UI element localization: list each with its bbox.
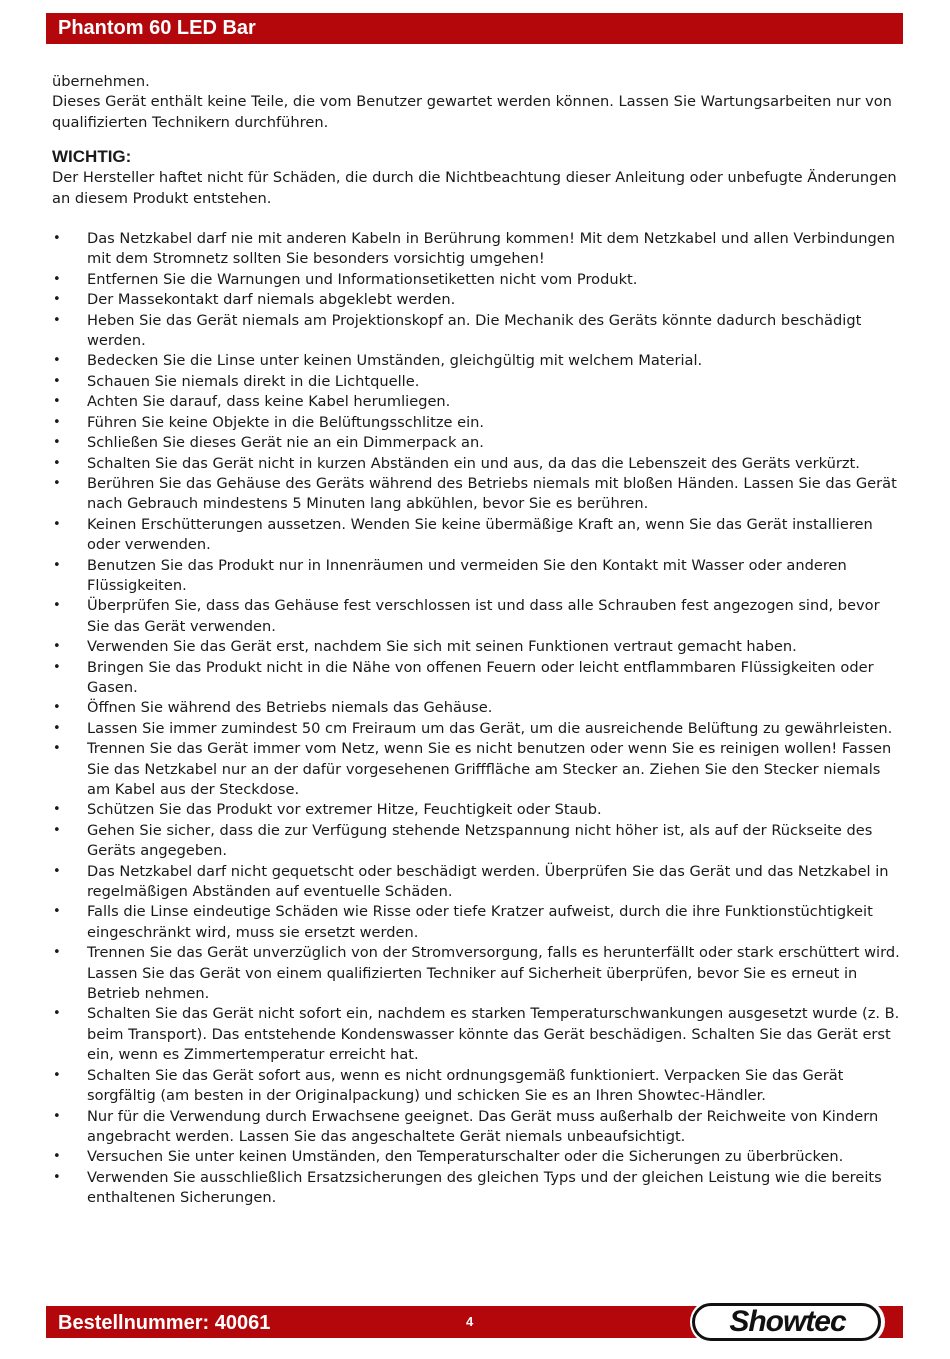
list-item bbox=[52, 658, 902, 699]
list-item bbox=[52, 1004, 902, 1065]
list-item bbox=[52, 800, 902, 820]
bullet-icon: • bbox=[53, 904, 61, 920]
bullet-icon: • bbox=[53, 659, 61, 675]
safety-list bbox=[52, 229, 902, 1209]
bullet-icon: • bbox=[53, 271, 61, 287]
list-item bbox=[52, 372, 902, 392]
list-item-text: Verwenden Sie das Gerät erst, nachdem Sie sich mit seinen Funktionen vertraut gemacht haben. bbox=[87, 638, 797, 656]
list-item bbox=[52, 1147, 902, 1167]
bullet-icon: • bbox=[53, 353, 61, 369]
list-item bbox=[52, 719, 902, 739]
bullet-icon: • bbox=[53, 373, 61, 389]
list-item-text: Überprüfen Sie, dass das Gehäuse fest verschlossen ist und dass alle Schrauben fest angezogen sind, bevor Sie das Gerät verwenden. bbox=[87, 597, 880, 635]
bullet-icon: • bbox=[53, 557, 61, 573]
bullet-icon: • bbox=[53, 516, 61, 532]
bullet-icon: • bbox=[53, 945, 61, 961]
list-item-text: Entfernen Sie die Warnungen und Informationsetiketten nicht vom Produkt. bbox=[87, 270, 638, 288]
list-item-text: Nur für die Verwendung durch Erwachsene geeignet. Das Gerät muss außerhalb der Reichweite von Kindern angebracht werden. Lassen Sie das angeschaltete Gerät niemals unbeaufsichtigt. bbox=[87, 1107, 879, 1145]
list-item-text: Keinen Erschütterungen aussetzen. Wenden Sie keine übermäßige Kraft an, wenn Sie das Gerät installieren oder verwenden. bbox=[87, 515, 873, 554]
list-item bbox=[52, 392, 902, 412]
list-item-text: Das Netzkabel darf nie mit anderen Kabeln in Berührung kommen! Mit dem Netzkabel und allen Verbindungen mit dem Stromnetz sollten Sie besonders vorsichtig umgehen! bbox=[87, 230, 895, 268]
order-number: Bestellnummer: 40061 bbox=[58, 1312, 271, 1334]
list-item-text: Schalten Sie das Gerät nicht in kurzen Abständen ein und aus, da das die Lebenszeit des Geräts verkürzt. bbox=[87, 454, 860, 472]
list-item-text: Lassen Sie immer zumindest 50 cm Freiraum um das Gerät, um die ausreichende Belüftung zu gewährleisten. bbox=[87, 719, 893, 737]
bullet-icon: • bbox=[53, 863, 61, 879]
list-item bbox=[52, 739, 902, 800]
bullet-icon: • bbox=[53, 1149, 61, 1165]
list-item bbox=[52, 1107, 902, 1148]
document-body bbox=[52, 72, 902, 1209]
list-item bbox=[52, 821, 902, 862]
bullet-icon: • bbox=[53, 720, 61, 736]
bullet-icon: • bbox=[53, 475, 61, 491]
bullet-icon: • bbox=[53, 231, 61, 247]
list-item bbox=[52, 270, 902, 290]
bullet-icon: • bbox=[53, 435, 61, 451]
list-item-text: Schützen Sie das Produkt vor extremer Hitze, Feuchtigkeit oder Staub. bbox=[87, 801, 602, 819]
list-item-text: Trennen Sie das Gerät unverzüglich von der Stromversorgung, falls es herunterfällt oder stark erschüttert wird. Lassen Sie das Gerät von einem qualifizierten Techniker auf Sicherheit überprüfen, bevor Sie es erneut in Betrieb nehmen. bbox=[87, 944, 900, 1003]
bullet-icon: • bbox=[53, 394, 61, 410]
list-item-text: Bedecken Sie die Linse unter keinen Umständen, gleichgültig mit welchem Material. bbox=[87, 352, 703, 370]
logo-text: Showtec bbox=[729, 1305, 846, 1338]
bullet-icon: • bbox=[53, 1108, 61, 1124]
intro-line: übernehmen. bbox=[52, 73, 150, 90]
list-item bbox=[52, 1066, 902, 1107]
bullet-icon: • bbox=[53, 639, 61, 655]
bullet-icon: • bbox=[53, 822, 61, 838]
bullet-icon: • bbox=[53, 1169, 61, 1185]
list-item-text: Verwenden Sie ausschließlich Ersatzsicherungen des gleichen Typs und der gleichen Leistung wie die bereits enthaltenen Sicherungen. bbox=[87, 1168, 882, 1207]
list-item bbox=[52, 596, 902, 637]
bullet-icon: • bbox=[53, 1006, 61, 1022]
list-item-text: Schließen Sie dieses Gerät nie an ein Dimmerpack an. bbox=[87, 434, 484, 452]
list-item-text: Falls die Linse eindeutige Schäden wie Risse oder tiefe Kratzer aufweist, durch die ihre Funktionstüchtigkeit eingeschränkt wird, muss sie ersetzt werden. bbox=[87, 903, 873, 941]
list-item bbox=[52, 311, 902, 352]
bullet-icon: • bbox=[53, 598, 61, 614]
header-bar bbox=[46, 13, 903, 44]
list-item-text: Achten Sie darauf, dass keine Kabel herumliegen. bbox=[87, 393, 451, 411]
list-item-text: Schauen Sie niemals direkt in die Lichtquelle. bbox=[87, 372, 420, 390]
list-item-text: Öffnen Sie während des Betriebs niemals das Gehäuse. bbox=[87, 699, 493, 717]
document-title: Phantom 60 LED Bar bbox=[58, 17, 256, 39]
list-item-text: Heben Sie das Gerät niemals am Projektionskopf an. Die Mechanik des Geräts könnte dadurch beschädigt werden. bbox=[87, 311, 862, 350]
list-item bbox=[52, 943, 902, 1004]
list-item bbox=[52, 637, 902, 657]
bullet-icon: • bbox=[53, 741, 61, 757]
list-item bbox=[52, 454, 902, 474]
warning-heading: WICHTIG: bbox=[52, 147, 132, 167]
bullet-icon: • bbox=[53, 414, 61, 430]
bullet-icon: • bbox=[53, 1067, 61, 1083]
list-item bbox=[52, 556, 902, 597]
list-item-text: Versuchen Sie unter keinen Umständen, den Temperaturschalter oder die Sicherungen zu überbrücken. bbox=[87, 1148, 844, 1166]
list-item-text: Das Netzkabel darf nicht gequetscht oder beschädigt werden. Überprüfen Sie das Gerät und das Netzkabel in regelmäßigen Abständen auf eventuelle Schäden. bbox=[87, 862, 889, 901]
bullet-icon: • bbox=[53, 455, 61, 471]
list-item-text: Gehen Sie sicher, dass die zur Verfügung stehende Netzspannung nicht höher ist, als auf der Rückseite des Geräts angegeben. bbox=[87, 821, 873, 860]
list-item-text: Trennen Sie das Gerät immer vom Netz, wenn Sie es nicht benutzen oder wenn Sie es reinigen wollen! Fassen Sie das Netzkabel nur an der dafür vorgesehenen Grifffläche am Stecker an. Ziehen Sie den Stecker niemals am Kabel aus der Steckdose. bbox=[87, 740, 892, 798]
list-item-text: Benutzen Sie das Produkt nur in Innenräumen und vermeiden Sie den Kontakt mit Wasser oder anderen Flüssigkeiten. bbox=[87, 556, 847, 594]
bullet-icon: • bbox=[53, 312, 61, 328]
list-item bbox=[52, 351, 902, 371]
list-item bbox=[52, 1168, 902, 1209]
bullet-icon: • bbox=[53, 802, 61, 818]
warning-text: Der Hersteller haftet nicht für Schäden, die durch die Nichtbeachtung dieser Anleitung oder unbefugte Änderungen an diesem Produkt entstehen. bbox=[52, 169, 897, 207]
spacer bbox=[52, 209, 902, 229]
list-item-text: Bringen Sie das Produkt nicht in die Nähe von offenen Feuern oder leicht entflammbaren Flüssigkeiten oder Gasen. bbox=[87, 658, 874, 696]
intro-paragraph: Dieses Gerät enthält keine Teile, die vom Benutzer gewartet werden können. Lassen Sie Wartungsarbeiten nur von qualifizierten Technikern durchführen. bbox=[52, 93, 892, 131]
page-number: 4 bbox=[466, 1314, 474, 1329]
list-item bbox=[52, 698, 902, 718]
showtec-logo bbox=[690, 1300, 885, 1344]
list-item bbox=[52, 413, 902, 433]
list-item bbox=[52, 474, 902, 515]
bullet-icon: • bbox=[53, 292, 61, 308]
list-item-text: Schalten Sie das Gerät sofort aus, wenn es nicht ordnungsgemäß funktioniert. Verpacken Sie das Gerät sorgfältig (am besten in der Originalpackung) und schicken Sie es an Ihren Showtec-Händler. bbox=[87, 1066, 844, 1105]
bullet-icon: • bbox=[53, 700, 61, 716]
list-item bbox=[52, 515, 902, 556]
list-item bbox=[52, 229, 902, 270]
list-item-text: Der Massekontakt darf niemals abgeklebt werden. bbox=[87, 291, 456, 309]
list-item-text: Berühren Sie das Gehäuse des Geräts während des Betriebs niemals mit bloßen Händen. Lassen Sie das Gerät nach Gebrauch mindestens 5 Minuten lang abkühlen, bevor Sie es berühren. bbox=[87, 474, 897, 513]
list-item-text: Führen Sie keine Objekte in die Belüftungsschlitze ein. bbox=[87, 413, 485, 431]
list-item bbox=[52, 862, 902, 903]
list-item bbox=[52, 290, 902, 310]
list-item-text: Schalten Sie das Gerät nicht sofort ein, nachdem es starken Temperaturschwankungen ausgesetzt wurde (z. B. beim Transport). Das entstehende Kondenswasser könnte das Gerät beschädigen. Schalten Sie das Gerät erst ein, wenn es Zimmertemperatur erreicht hat. bbox=[87, 1005, 900, 1064]
list-item bbox=[52, 902, 902, 943]
list-item bbox=[52, 433, 902, 453]
